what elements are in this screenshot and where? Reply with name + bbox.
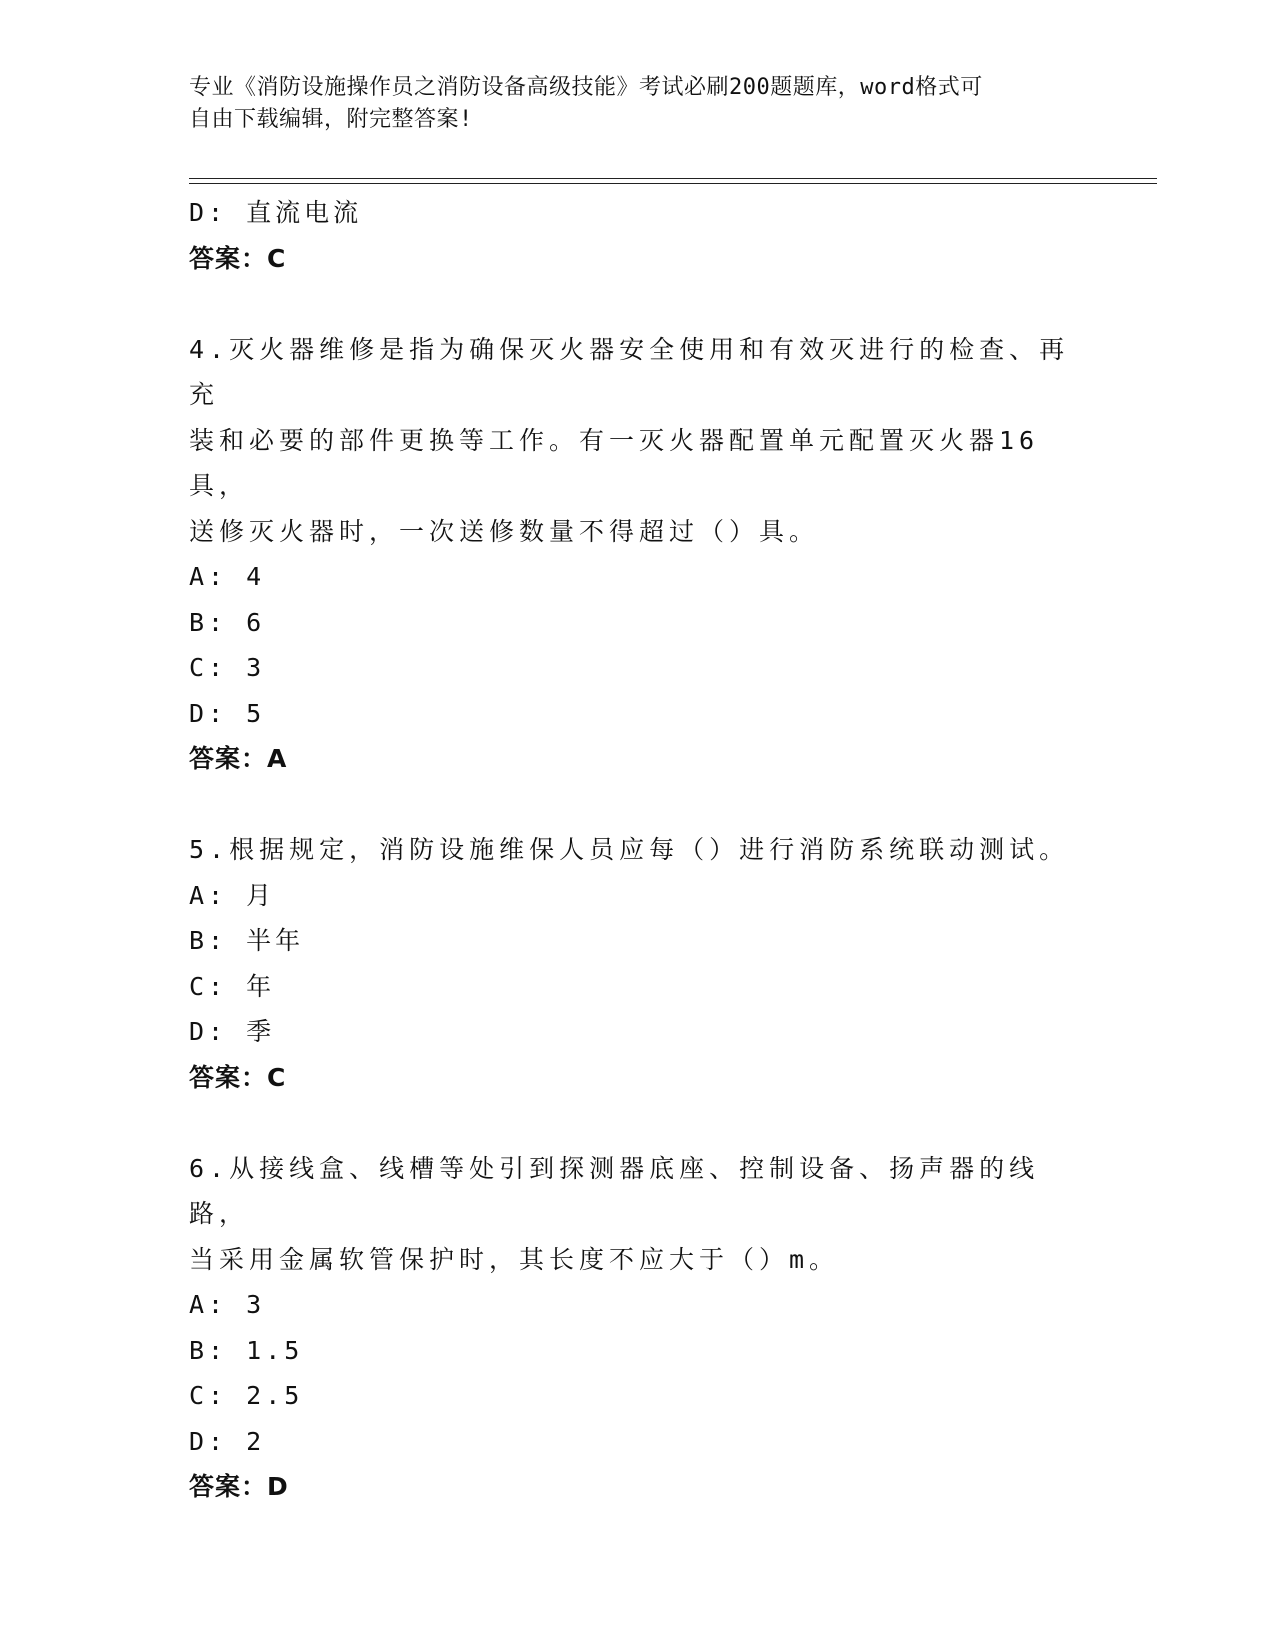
question-6 [189,1146,1089,1510]
document-body [189,190,1089,1510]
option-b: B: 6 [189,607,266,637]
question-stem-line: 4.灭火器维修是指为确保灭火器安全使用和有效灭进行的检查、再充 [189,334,1070,409]
spacer [189,281,1089,327]
question-stem-line: 当采用金属软管保护时，其长度不应大于（）m。 [189,1244,840,1274]
header-title-line-1: 专业《消防设施操作员之消防设备高级技能》考试必刷200题题库，word格式可 [189,75,983,100]
option-b: B: 1.5 [189,1335,304,1365]
question-stem-line: 6.从接线盒、线槽等处引到探测器底座、控制设备、扬声器的线路， [189,1153,1040,1228]
spacer [189,782,1089,828]
option-a: A: 4 [189,562,266,591]
option-b: B: 半年 [189,926,305,955]
question-stem-line: 装和必要的部件更换等工作。有一灭火器配置单元配置灭火器16具， [189,425,1040,500]
option-d: D: 5 [189,698,266,728]
question-3-continuation [189,190,1089,281]
question-4 [189,327,1089,782]
header-divider-bottom [189,183,1157,184]
option-c: C: 2.5 [189,1381,304,1410]
question-stem-line: 送修灭火器时，一次送修数量不得超过（）具。 [189,516,820,546]
answer-line: 答案：A [189,744,288,773]
option-a: A: 3 [189,1290,266,1319]
option-c: C: 年 [189,971,276,1001]
answer-line: 答案：C [189,243,287,273]
answer-line: 答案：C [189,1062,287,1092]
question-stem-line: 5.根据规定，消防设施维保人员应每（）进行消防系统联动测试。 [189,835,1070,864]
question-5 [189,827,1089,1100]
option-d: D: 2 [189,1426,266,1456]
spacer [189,1100,1089,1146]
page-header [189,72,1089,136]
option-d: D: 季 [189,1017,276,1046]
answer-line: 答案：D [189,1472,289,1501]
option-a: A: 月 [189,880,276,910]
header-divider-top [189,178,1157,179]
option-d: D: 直流电流 [189,198,363,227]
option-c: C: 3 [189,653,266,682]
header-title-line-2: 自由下载编辑，附完整答案! [189,107,473,132]
